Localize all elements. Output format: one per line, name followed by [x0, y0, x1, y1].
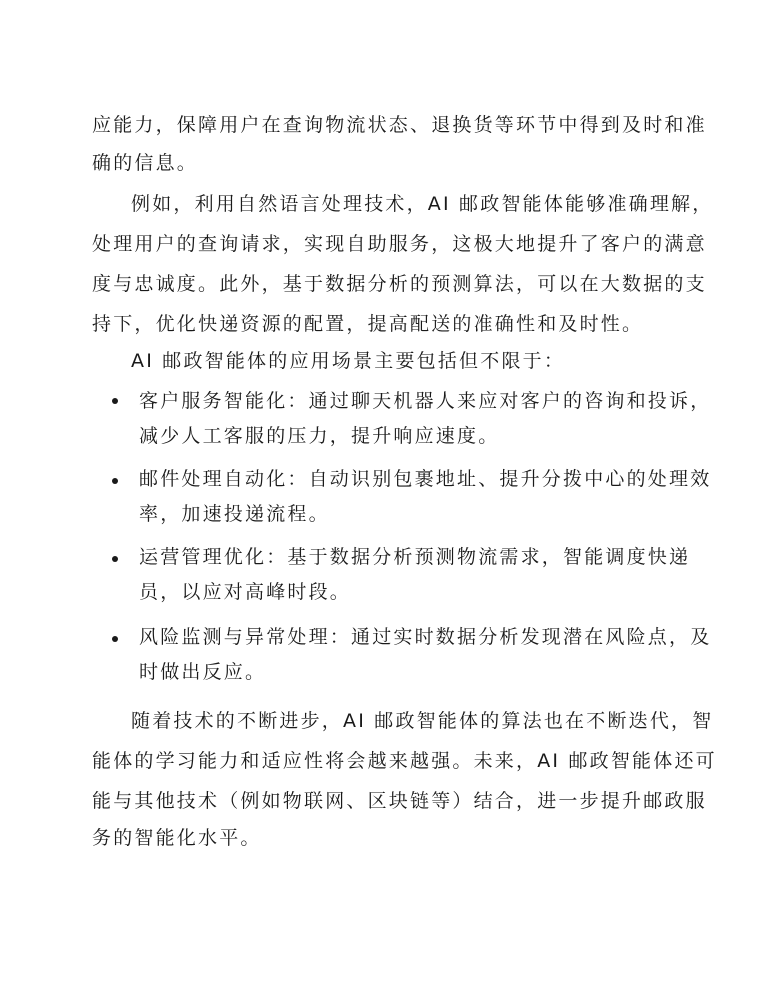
- bullet-icon: [112, 478, 118, 484]
- text-line: 率，加速投递流程。: [139, 503, 330, 525]
- text-line: 邮件处理自动化：自动识别包裹地址、提升分拨中心的处理效: [139, 468, 712, 490]
- text-line: 员，以应对高峰时段。: [139, 581, 352, 603]
- bullet-icon: [112, 636, 118, 642]
- text-line: 度与忠诚度。此外，基于数据分析的预测算法，可以在大数据的支: [92, 273, 707, 295]
- text-line: 减少人工客服的压力，提升响应速度。: [139, 425, 500, 447]
- text-line: 随着技术的不断进步，AI 邮政智能体的算法也在不断迭代，智: [131, 710, 714, 732]
- text-line: 处理用户的查询请求，实现自助服务，这极大地提升了客户的满意: [92, 233, 707, 255]
- bullet-icon: [112, 398, 118, 404]
- text-line: 运营管理优化：基于数据分析预测物流需求，智能调度快递: [139, 546, 691, 568]
- text-line: AI 邮政智能体的应用场景主要包括但不限于：: [131, 350, 566, 372]
- text-line: 风险监测与异常处理：通过实时数据分析发现潜在风险点，及: [139, 626, 712, 648]
- text-line: 确的信息。: [92, 152, 199, 174]
- text-line: 客户服务智能化：通过聊天机器人来应对客户的咨询和投诉，: [139, 390, 712, 412]
- text-line: 务的智能化水平。: [92, 827, 262, 849]
- text-line: 时做出反应。: [139, 661, 267, 683]
- text-line: 能与其他技术（例如物联网、区块链等）结合，进一步提升邮政服: [92, 790, 707, 812]
- text-line: 应能力，保障用户在查询物流状态、退换货等环节中得到及时和准: [92, 114, 707, 136]
- text-line: 例如，利用自然语言处理技术，AI 邮政智能体能够准确理解，: [131, 193, 714, 215]
- text-line: 能体的学习能力和适应性将会越来越强。未来，AI 邮政智能体还可: [92, 750, 717, 772]
- text-line: 持下，优化快递资源的配置，提高配送的准确性和及时性。: [92, 313, 644, 335]
- bullet-icon: [112, 556, 118, 562]
